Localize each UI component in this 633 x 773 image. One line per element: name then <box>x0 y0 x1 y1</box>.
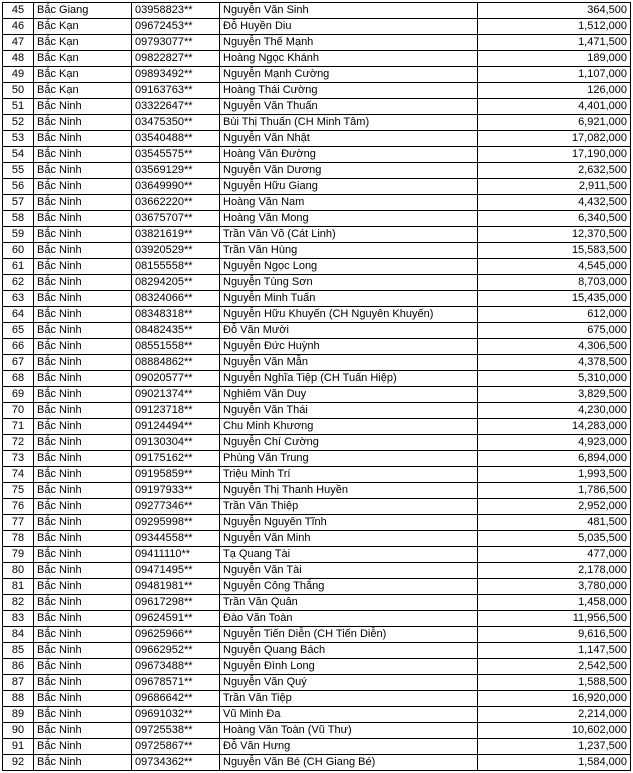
row-number: 65 <box>3 323 34 339</box>
province-cell: Bắc Giang <box>34 3 132 19</box>
row-number: 62 <box>3 275 34 291</box>
province-cell: Bắc Ninh <box>34 691 132 707</box>
name-cell: Nguyễn Đình Long <box>220 659 478 675</box>
row-number: 64 <box>3 307 34 323</box>
amount-cell: 4,923,000 <box>478 435 631 451</box>
phone-cell: 08482435** <box>132 323 220 339</box>
amount-cell: 10,602,000 <box>478 723 631 739</box>
row-number: 48 <box>3 51 34 67</box>
name-cell: Nguyễn Chí Cường <box>220 435 478 451</box>
row-number: 70 <box>3 403 34 419</box>
province-cell: Bắc Ninh <box>34 499 132 515</box>
phone-cell: 08155558** <box>132 259 220 275</box>
row-number: 85 <box>3 643 34 659</box>
row-number: 82 <box>3 595 34 611</box>
amount-cell: 9,616,500 <box>478 627 631 643</box>
phone-cell: 08348318** <box>132 307 220 323</box>
phone-cell: 09197933** <box>132 483 220 499</box>
row-number: 68 <box>3 371 34 387</box>
name-cell: Trần Văn Tiệp <box>220 691 478 707</box>
amount-cell: 1,458,000 <box>478 595 631 611</box>
name-cell: Nguyễn Văn Mẫn <box>220 355 478 371</box>
amount-cell: 3,780,000 <box>478 579 631 595</box>
table-row <box>3 691 631 707</box>
row-number: 49 <box>3 67 34 83</box>
amount-cell: 477,000 <box>478 547 631 563</box>
table-row <box>3 739 631 755</box>
row-number: 51 <box>3 99 34 115</box>
name-cell: Đỗ Huyền Diu <box>220 19 478 35</box>
name-cell: Trần Văn Quân <box>220 595 478 611</box>
phone-cell: 03649990** <box>132 179 220 195</box>
name-cell: Triệu Minh Trí <box>220 467 478 483</box>
amount-cell: 1,786,500 <box>478 483 631 499</box>
name-cell: Nguyễn Ngọc Long <box>220 259 478 275</box>
province-cell: Bắc Ninh <box>34 131 132 147</box>
name-cell: Nguyễn Văn Thái <box>220 403 478 419</box>
row-number: 52 <box>3 115 34 131</box>
row-number: 50 <box>3 83 34 99</box>
amount-cell: 8,703,000 <box>478 275 631 291</box>
phone-cell: 09481981** <box>132 579 220 595</box>
phone-cell: 09625966** <box>132 627 220 643</box>
table-row <box>3 419 631 435</box>
name-cell: Nguyễn Thế Mạnh <box>220 35 478 51</box>
table-row <box>3 547 631 563</box>
name-cell: Đào Văn Toàn <box>220 611 478 627</box>
name-cell: Vũ Minh Đa <box>220 707 478 723</box>
name-cell: Bùi Thị Thuấn (CH Minh Tâm) <box>220 115 478 131</box>
province-cell: Bắc Kạn <box>34 19 132 35</box>
amount-cell: 1,512,000 <box>478 19 631 35</box>
phone-cell: 03662220** <box>132 195 220 211</box>
amount-cell: 2,632,500 <box>478 163 631 179</box>
name-cell: Nguyễn Công Thắng <box>220 579 478 595</box>
amount-cell: 189,000 <box>478 51 631 67</box>
table-row <box>3 515 631 531</box>
amount-cell: 2,911,500 <box>478 179 631 195</box>
amount-cell: 4,432,500 <box>478 195 631 211</box>
table-row <box>3 387 631 403</box>
row-number: 53 <box>3 131 34 147</box>
table-row <box>3 371 631 387</box>
table-row <box>3 723 631 739</box>
name-cell: Đỗ Văn Mười <box>220 323 478 339</box>
name-cell: Tạ Quang Tài <box>220 547 478 563</box>
phone-cell: 09672453** <box>132 19 220 35</box>
amount-cell: 1,107,000 <box>478 67 631 83</box>
row-number: 76 <box>3 499 34 515</box>
province-cell: Bắc Ninh <box>34 435 132 451</box>
province-cell: Bắc Ninh <box>34 707 132 723</box>
phone-cell: 09725867** <box>132 739 220 755</box>
name-cell: Nguyễn Văn Minh <box>220 531 478 547</box>
row-number: 63 <box>3 291 34 307</box>
row-number: 66 <box>3 339 34 355</box>
amount-cell: 481,500 <box>478 515 631 531</box>
name-cell: Nguyễn Hữu Khuyến (CH Nguyên Khuyến) <box>220 307 478 323</box>
province-cell: Bắc Ninh <box>34 307 132 323</box>
row-number: 92 <box>3 755 34 771</box>
province-cell: Bắc Ninh <box>34 195 132 211</box>
row-number: 61 <box>3 259 34 275</box>
phone-cell: 09123718** <box>132 403 220 419</box>
table-row <box>3 675 631 691</box>
province-cell: Bắc Ninh <box>34 531 132 547</box>
row-number: 72 <box>3 435 34 451</box>
phone-cell: 09020577** <box>132 371 220 387</box>
province-cell: Bắc Ninh <box>34 451 132 467</box>
row-number: 90 <box>3 723 34 739</box>
phone-cell: 03569129** <box>132 163 220 179</box>
amount-cell: 1,584,000 <box>478 755 631 771</box>
phone-cell: 09295998** <box>132 515 220 531</box>
phone-cell: 03475350** <box>132 115 220 131</box>
phone-cell: 08324066** <box>132 291 220 307</box>
table-row <box>3 307 631 323</box>
table-body <box>3 3 631 771</box>
row-number: 54 <box>3 147 34 163</box>
table-row <box>3 3 631 19</box>
amount-cell: 1,237,500 <box>478 739 631 755</box>
province-cell: Bắc Ninh <box>34 211 132 227</box>
amount-cell: 14,283,000 <box>478 419 631 435</box>
phone-cell: 09734362** <box>132 755 220 771</box>
name-cell: Nguyễn Mạnh Cường <box>220 67 478 83</box>
name-cell: Hoàng Ngọc Khánh <box>220 51 478 67</box>
row-number: 91 <box>3 739 34 755</box>
phone-cell: 09662952** <box>132 643 220 659</box>
province-cell: Bắc Ninh <box>34 563 132 579</box>
table-row <box>3 227 631 243</box>
table-row <box>3 115 631 131</box>
amount-cell: 11,956,500 <box>478 611 631 627</box>
amount-cell: 15,435,000 <box>478 291 631 307</box>
phone-cell: 09277346** <box>132 499 220 515</box>
name-cell: Hoàng Văn Đường <box>220 147 478 163</box>
phone-cell: 03675707** <box>132 211 220 227</box>
province-cell: Bắc Ninh <box>34 163 132 179</box>
table-row <box>3 35 631 51</box>
table-row <box>3 579 631 595</box>
table-row <box>3 531 631 547</box>
phone-cell: 09893492** <box>132 67 220 83</box>
table-row <box>3 707 631 723</box>
customer-table <box>2 2 631 771</box>
row-number: 45 <box>3 3 34 19</box>
table-row <box>3 243 631 259</box>
amount-cell: 675,000 <box>478 323 631 339</box>
province-cell: Bắc Ninh <box>34 739 132 755</box>
amount-cell: 1,147,500 <box>478 643 631 659</box>
row-number: 77 <box>3 515 34 531</box>
name-cell: Nguyễn Văn Nhật <box>220 131 478 147</box>
province-cell: Bắc Ninh <box>34 147 132 163</box>
province-cell: Bắc Ninh <box>34 99 132 115</box>
name-cell: Nguyễn Đức Huỳnh <box>220 339 478 355</box>
amount-cell: 2,178,000 <box>478 563 631 579</box>
row-number: 47 <box>3 35 34 51</box>
name-cell: Chu Minh Khương <box>220 419 478 435</box>
province-cell: Bắc Ninh <box>34 675 132 691</box>
table-row <box>3 611 631 627</box>
table-row <box>3 147 631 163</box>
phone-cell: 09163763** <box>132 83 220 99</box>
table-row <box>3 131 631 147</box>
name-cell: Hoàng Văn Nam <box>220 195 478 211</box>
province-cell: Bắc Kạn <box>34 67 132 83</box>
province-cell: Bắc Ninh <box>34 243 132 259</box>
amount-cell: 4,401,000 <box>478 99 631 115</box>
name-cell: Nguyễn Nghĩa Tiệp (CH Tuấn Hiệp) <box>220 371 478 387</box>
table-row <box>3 67 631 83</box>
phone-cell: 09673488** <box>132 659 220 675</box>
row-number: 88 <box>3 691 34 707</box>
amount-cell: 3,829,500 <box>478 387 631 403</box>
row-number: 89 <box>3 707 34 723</box>
table-row <box>3 163 631 179</box>
province-cell: Bắc Ninh <box>34 595 132 611</box>
name-cell: Nguyễn Văn Thuấn <box>220 99 478 115</box>
row-number: 73 <box>3 451 34 467</box>
table-row <box>3 211 631 227</box>
table-row <box>3 339 631 355</box>
province-cell: Bắc Ninh <box>34 115 132 131</box>
province-cell: Bắc Kạn <box>34 83 132 99</box>
amount-cell: 5,310,000 <box>478 371 631 387</box>
amount-cell: 12,370,500 <box>478 227 631 243</box>
province-cell: Bắc Ninh <box>34 387 132 403</box>
phone-cell: 09195859** <box>132 467 220 483</box>
table-row <box>3 83 631 99</box>
table-row <box>3 659 631 675</box>
phone-cell: 09617298** <box>132 595 220 611</box>
name-cell: Hoàng Văn Mong <box>220 211 478 227</box>
row-number: 87 <box>3 675 34 691</box>
province-cell: Bắc Ninh <box>34 723 132 739</box>
name-cell: Nguyễn Văn Tài <box>220 563 478 579</box>
row-number: 57 <box>3 195 34 211</box>
phone-cell: 09411110** <box>132 547 220 563</box>
row-number: 46 <box>3 19 34 35</box>
name-cell: Nguyễn Văn Dương <box>220 163 478 179</box>
amount-cell: 2,542,500 <box>478 659 631 675</box>
amount-cell: 16,920,000 <box>478 691 631 707</box>
phone-cell: 09686642** <box>132 691 220 707</box>
amount-cell: 6,921,000 <box>478 115 631 131</box>
phone-cell: 09175162** <box>132 451 220 467</box>
amount-cell: 1,588,500 <box>478 675 631 691</box>
name-cell: Nguyễn Thị Thanh Huyền <box>220 483 478 499</box>
amount-cell: 4,378,500 <box>478 355 631 371</box>
province-cell: Bắc Ninh <box>34 483 132 499</box>
amount-cell: 4,545,000 <box>478 259 631 275</box>
name-cell: Hoàng Văn Toàn (Vũ Thư) <box>220 723 478 739</box>
amount-cell: 15,583,500 <box>478 243 631 259</box>
province-cell: Bắc Ninh <box>34 371 132 387</box>
province-cell: Bắc Ninh <box>34 403 132 419</box>
name-cell: Nguyễn Văn Bé (CH Giang Bé) <box>220 755 478 771</box>
province-cell: Bắc Ninh <box>34 339 132 355</box>
table-row <box>3 483 631 499</box>
name-cell: Nghiêm Văn Duy <box>220 387 478 403</box>
table-row <box>3 563 631 579</box>
row-number: 58 <box>3 211 34 227</box>
phone-cell: 03322647** <box>132 99 220 115</box>
table-row <box>3 195 631 211</box>
name-cell: Nguyễn Văn Quý <box>220 675 478 691</box>
province-cell: Bắc Ninh <box>34 467 132 483</box>
table-row <box>3 323 631 339</box>
amount-cell: 4,306,500 <box>478 339 631 355</box>
phone-cell: 09624591** <box>132 611 220 627</box>
name-cell: Nguyễn Hữu Giang <box>220 179 478 195</box>
phone-cell: 09793077** <box>132 35 220 51</box>
province-cell: Bắc Ninh <box>34 179 132 195</box>
row-number: 75 <box>3 483 34 499</box>
province-cell: Bắc Ninh <box>34 643 132 659</box>
name-cell: Nguyễn Văn Sinh <box>220 3 478 19</box>
row-number: 55 <box>3 163 34 179</box>
amount-cell: 17,082,000 <box>478 131 631 147</box>
name-cell: Trần Văn Võ (Cát Linh) <box>220 227 478 243</box>
name-cell: Đỗ Văn Hưng <box>220 739 478 755</box>
amount-cell: 612,000 <box>478 307 631 323</box>
table-row <box>3 451 631 467</box>
name-cell: Trần Văn Hùng <box>220 243 478 259</box>
phone-cell: 09021374** <box>132 387 220 403</box>
table-row <box>3 19 631 35</box>
row-number: 59 <box>3 227 34 243</box>
phone-cell: 03958823** <box>132 3 220 19</box>
amount-cell: 6,894,000 <box>478 451 631 467</box>
amount-cell: 2,952,000 <box>478 499 631 515</box>
province-cell: Bắc Ninh <box>34 547 132 563</box>
table-row <box>3 275 631 291</box>
table-row <box>3 643 631 659</box>
name-cell: Hoàng Thái Cường <box>220 83 478 99</box>
row-number: 56 <box>3 179 34 195</box>
row-number: 83 <box>3 611 34 627</box>
amount-cell: 5,035,500 <box>478 531 631 547</box>
row-number: 84 <box>3 627 34 643</box>
name-cell: Nguyễn Quang Bách <box>220 643 478 659</box>
row-number: 79 <box>3 547 34 563</box>
table-row <box>3 51 631 67</box>
phone-cell: 09124494** <box>132 419 220 435</box>
amount-cell: 4,230,000 <box>478 403 631 419</box>
province-cell: Bắc Ninh <box>34 611 132 627</box>
table-row <box>3 179 631 195</box>
name-cell: Phùng Văn Trung <box>220 451 478 467</box>
province-cell: Bắc Ninh <box>34 579 132 595</box>
amount-cell: 17,190,000 <box>478 147 631 163</box>
phone-cell: 09725538** <box>132 723 220 739</box>
phone-cell: 08294205** <box>132 275 220 291</box>
province-cell: Bắc Ninh <box>34 515 132 531</box>
table-row <box>3 595 631 611</box>
phone-cell: 09130304** <box>132 435 220 451</box>
province-cell: Bắc Ninh <box>34 755 132 771</box>
name-cell: Nguyễn Minh Tuấn <box>220 291 478 307</box>
amount-cell: 1,993,500 <box>478 467 631 483</box>
phone-cell: 09471495** <box>132 563 220 579</box>
name-cell: Trần Văn Thiệp <box>220 499 478 515</box>
row-number: 81 <box>3 579 34 595</box>
name-cell: Nguyễn Nguyên Tĩnh <box>220 515 478 531</box>
table-row <box>3 403 631 419</box>
table-row <box>3 435 631 451</box>
row-number: 74 <box>3 467 34 483</box>
row-number: 86 <box>3 659 34 675</box>
province-cell: Bắc Ninh <box>34 355 132 371</box>
province-cell: Bắc Kạn <box>34 35 132 51</box>
table-row <box>3 755 631 771</box>
province-cell: Bắc Ninh <box>34 227 132 243</box>
amount-cell: 364,500 <box>478 3 631 19</box>
province-cell: Bắc Ninh <box>34 659 132 675</box>
table-row <box>3 259 631 275</box>
province-cell: Bắc Ninh <box>34 291 132 307</box>
phone-cell: 08551558** <box>132 339 220 355</box>
row-number: 69 <box>3 387 34 403</box>
table-row <box>3 99 631 115</box>
table-row <box>3 627 631 643</box>
table-row <box>3 499 631 515</box>
amount-cell: 6,340,500 <box>478 211 631 227</box>
amount-cell: 2,214,000 <box>478 707 631 723</box>
row-number: 71 <box>3 419 34 435</box>
province-cell: Bắc Ninh <box>34 323 132 339</box>
province-cell: Bắc Kạn <box>34 51 132 67</box>
province-cell: Bắc Ninh <box>34 627 132 643</box>
phone-cell: 08884862** <box>132 355 220 371</box>
row-number: 78 <box>3 531 34 547</box>
row-number: 80 <box>3 563 34 579</box>
row-number: 67 <box>3 355 34 371</box>
row-number: 60 <box>3 243 34 259</box>
phone-cell: 03545575** <box>132 147 220 163</box>
phone-cell: 03920529** <box>132 243 220 259</box>
table-row <box>3 467 631 483</box>
phone-cell: 09344558** <box>132 531 220 547</box>
amount-cell: 1,471,500 <box>478 35 631 51</box>
province-cell: Bắc Ninh <box>34 419 132 435</box>
name-cell: Nguyễn Tùng Sơn <box>220 275 478 291</box>
phone-cell: 03821619** <box>132 227 220 243</box>
name-cell: Nguyễn Tiến Diễn (CH Tiến Diễn) <box>220 627 478 643</box>
table-row <box>3 355 631 371</box>
amount-cell: 126,000 <box>478 83 631 99</box>
phone-cell: 09691032** <box>132 707 220 723</box>
phone-cell: 03540488** <box>132 131 220 147</box>
phone-cell: 09822827** <box>132 51 220 67</box>
province-cell: Bắc Ninh <box>34 275 132 291</box>
phone-cell: 09678571** <box>132 675 220 691</box>
province-cell: Bắc Ninh <box>34 259 132 275</box>
table-row <box>3 291 631 307</box>
